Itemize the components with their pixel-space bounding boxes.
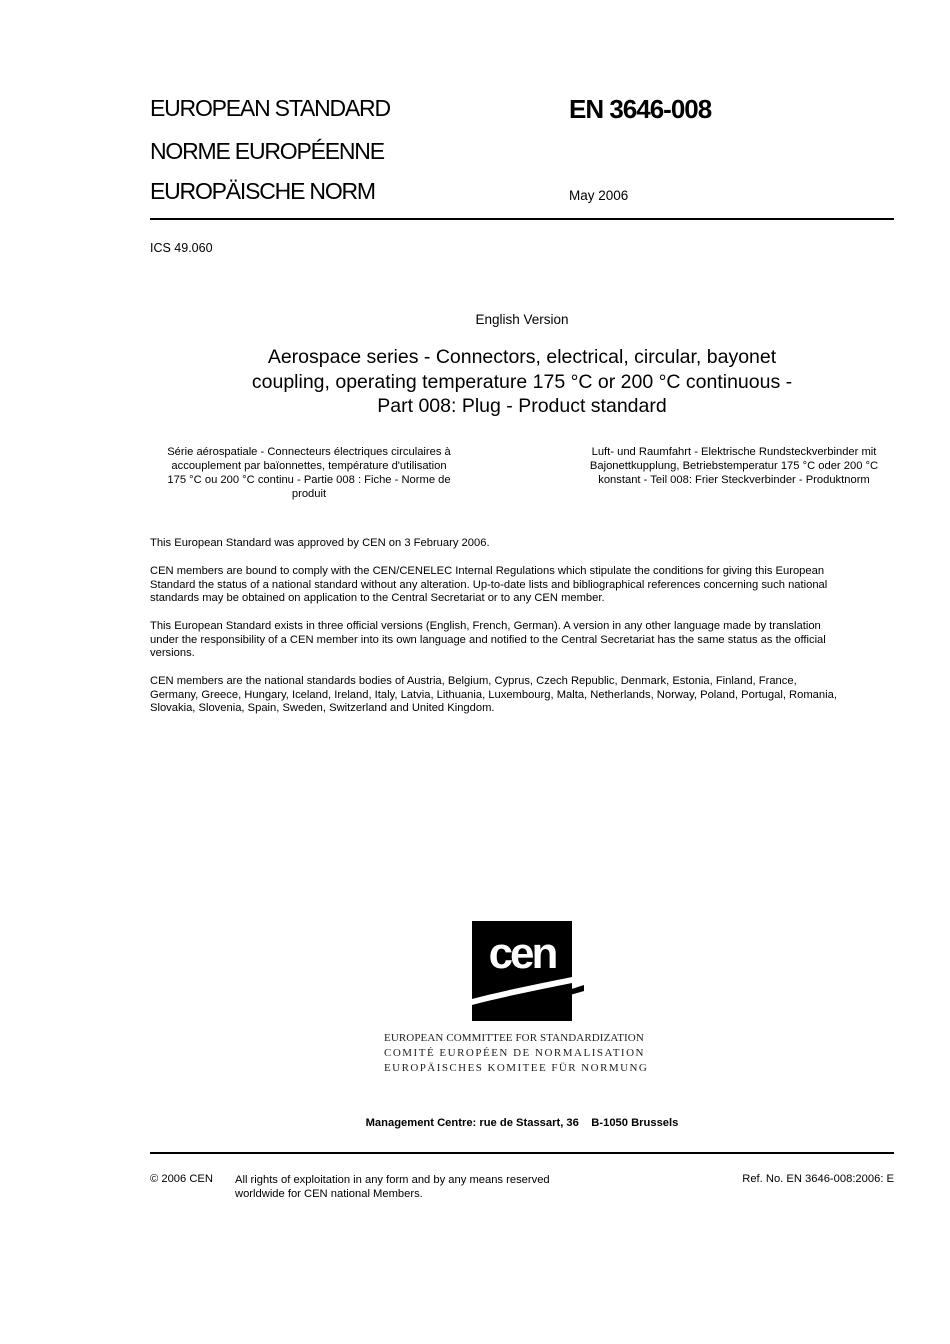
ics-code: ICS 49.060 bbox=[150, 241, 213, 255]
french-title-line: accouplement par baïonnettes, température d'utilisation bbox=[171, 460, 447, 472]
standard-title-fr: NORME EUROPÉENNE bbox=[150, 138, 384, 164]
french-title-line: 175 °C ou 200 °C continu - Partie 008 : Fiche - Norme de bbox=[167, 474, 451, 486]
versions-paragraph bbox=[150, 620, 900, 661]
rights-statement bbox=[235, 1173, 550, 1201]
paragraph-line: Standard the status of a national standard without any alteration. Up-to-date lists and bibliographical references concerning such national bbox=[150, 578, 828, 591]
main-title bbox=[150, 345, 894, 419]
standard-title-de: EUROPÄISCHE NORM bbox=[150, 178, 375, 204]
members-paragraph bbox=[150, 675, 900, 716]
paragraph-line: This European Standard was approved by CEN on 3 February 2006. bbox=[150, 537, 490, 549]
approval-paragraph bbox=[150, 537, 900, 551]
committee-en: EUROPEAN COMMITTEE FOR STANDARDIZATION bbox=[384, 1032, 644, 1044]
compliance-paragraph bbox=[150, 565, 900, 606]
paragraph-line: This European Standard exists in three official versions (English, French, German). A version in any other language made by translation bbox=[150, 620, 821, 632]
version-label: English Version bbox=[475, 312, 569, 327]
main-title-line: Aerospace series - Connectors, electrical, circular, bayonet bbox=[267, 346, 777, 368]
paragraph-line: under the responsibility of a CEN member into its own language and notified to the Central Secretariat has the same status as the official bbox=[150, 633, 826, 646]
french-title-line: Série aérospatiale - Connecteurs électriques circulaires à bbox=[167, 446, 451, 458]
committee-fr: COMITÉ EUROPÉEN DE NORMALISATION bbox=[384, 1047, 645, 1059]
main-title-line: coupling, operating temperature 175 °C or 200 °C continuous - bbox=[251, 370, 793, 393]
paragraph-line: Germany, Greece, Hungary, Iceland, Ireland, Italy, Latvia, Lithuania, Luxembourg, Malta, Netherlands, Norway, Poland, Portugal, Romania, bbox=[150, 688, 837, 701]
paragraph-line: versions. bbox=[150, 647, 195, 660]
cen-logo-text: cen bbox=[488, 929, 556, 978]
paragraph-line: standards may be obtained on application to the Central Secretariat or to any CEN member. bbox=[150, 592, 605, 605]
committee-de: EUROPÄISCHES KOMITEE FÜR NORMUNG bbox=[384, 1062, 649, 1074]
rights-line: worldwide for CEN national Members. bbox=[235, 1188, 423, 1200]
copyright: © 2006 CEN bbox=[150, 1173, 213, 1185]
french-title bbox=[150, 445, 468, 501]
german-title-line: Luft- und Raumfahrt - Elektrische Rundsteckverbinder mit bbox=[591, 446, 877, 458]
footer-divider bbox=[150, 1152, 894, 1154]
header-divider bbox=[150, 218, 894, 220]
standard-number: EN 3646-008 bbox=[569, 94, 712, 124]
german-title-line: Bajonettkupplung, Betriebstemperatur 175 °C oder 200 °C bbox=[589, 460, 879, 472]
paragraph-line: Slovakia, Slovenia, Spain, Sweden, Switzerland and United Kingdom. bbox=[150, 702, 495, 715]
paragraph-line: CEN members are the national standards bodies of Austria, Belgium, Cyprus, Czech Republic, Denmark, Estonia, Finland, France, bbox=[150, 675, 797, 687]
standard-title-en: EUROPEAN STANDARD bbox=[150, 95, 390, 121]
cen-logo bbox=[472, 921, 584, 1022]
main-title-line: Part 008: Plug - Product standard bbox=[377, 395, 667, 417]
french-title-line: produit bbox=[291, 488, 327, 500]
reference-number: Ref. No. EN 3646-008:2006: E bbox=[742, 1173, 894, 1185]
rights-line: All rights of exploitation in any form and by any means reserved bbox=[235, 1174, 550, 1186]
publication-date: May 2006 bbox=[569, 188, 629, 203]
german-title bbox=[572, 445, 896, 487]
paragraph-line: CEN members are bound to comply with the CEN/CENELEC Internal Regulations which stipulate the conditions for giving this European bbox=[150, 565, 825, 577]
management-centre: Management Centre: rue de Stassart, 36 B-1050 Brussels bbox=[365, 1117, 679, 1129]
german-title-line: konstant - Teil 008: Frier Steckverbinder - Produktnorm bbox=[598, 474, 870, 486]
